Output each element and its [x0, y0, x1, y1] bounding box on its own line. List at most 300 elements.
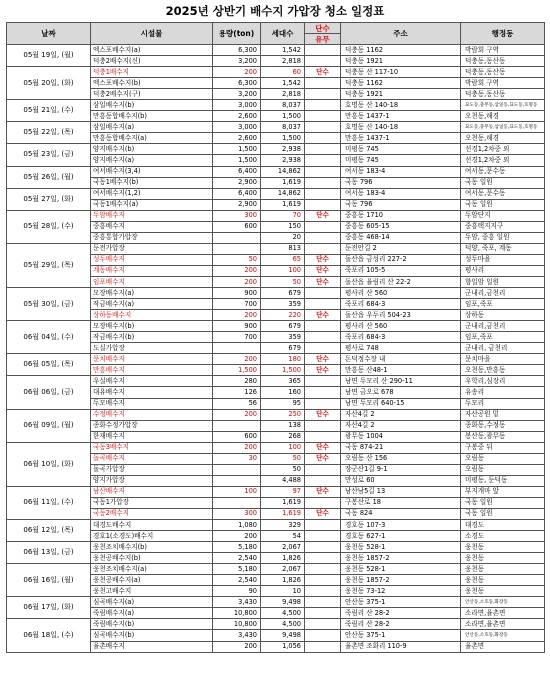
water-outage-cell: 단수	[305, 409, 341, 420]
date-cell: 06월 13일, (금)	[7, 542, 91, 564]
date-cell: 06월 16일, (월)	[7, 564, 91, 597]
households-cell: 4,488	[261, 475, 305, 486]
dong-cell: 대경도	[461, 520, 545, 531]
capacity-cell: 6,300	[213, 45, 261, 56]
facility-cell: 모장배수지(a)	[91, 288, 213, 299]
capacity-cell	[213, 420, 261, 431]
water-outage-cell	[305, 608, 341, 619]
facility-cell: 계동배수지	[91, 265, 213, 276]
dong-cell: 율촌면	[461, 641, 545, 652]
address-cell: 남면 두모리 640-15	[341, 398, 461, 409]
water-outage-cell: 단수	[305, 310, 341, 321]
facility-cell: 두모배수지	[91, 398, 213, 409]
dong-cell: 웅천동	[461, 564, 545, 575]
address-cell: 남면 금오로 678	[341, 387, 461, 398]
households-cell: 4,500	[261, 608, 305, 619]
dong-cell: 오천동,해경	[461, 111, 545, 122]
dong-cell: 군내리, 금천리	[461, 343, 545, 354]
dong-cell: 성두마을	[461, 254, 545, 265]
water-outage-cell	[305, 630, 341, 641]
facility-cell: 만흥배수지	[91, 365, 213, 376]
households-cell: 54	[261, 531, 305, 542]
dong-cell: 안산동,소호동,화장동	[461, 597, 545, 608]
water-outage-cell	[305, 144, 341, 155]
capacity-cell	[213, 475, 261, 486]
capacity-cell: 200	[213, 310, 261, 321]
households-cell: 180	[261, 354, 305, 365]
water-outage-cell: 단수	[305, 486, 341, 497]
households-cell: 70	[261, 210, 305, 221]
facility-cell: 덕충2배수지(구)	[91, 89, 213, 100]
water-outage-cell	[305, 199, 341, 210]
dong-cell: 두암단지	[461, 210, 545, 221]
facility-cell: 성두배수지	[91, 254, 213, 265]
households-cell: 2,818	[261, 56, 305, 67]
dong-cell: 묘도동,충무동,삼일동,묘도동,호명동	[461, 122, 545, 133]
address-cell: 여서동 183-4	[341, 188, 461, 199]
households-cell: 2,067	[261, 564, 305, 575]
water-outage-cell	[305, 56, 341, 67]
dong-cell: 덕충동,동산동	[461, 67, 545, 78]
schedule-table	[6, 22, 545, 653]
capacity-cell	[213, 232, 261, 243]
date-cell: 05월 21일, (수)	[7, 100, 91, 122]
households-cell: 250	[261, 409, 305, 420]
facility-cell: 종화수정가압장	[91, 420, 213, 431]
dong-cell: 박람회 구역	[461, 78, 545, 89]
facility-cell: 엑스포배수지(b)	[91, 78, 213, 89]
households-cell: 60	[261, 67, 305, 78]
table-row	[7, 619, 545, 630]
water-outage-cell	[305, 420, 341, 431]
capacity-cell: 1,500	[213, 365, 261, 376]
dong-cell: 상하동	[461, 310, 545, 321]
households-cell: 8,037	[261, 100, 305, 111]
facility-cell: 돌곡배수지	[91, 453, 213, 464]
dong-cell: 미평동, 둔덕동	[461, 475, 545, 486]
households-cell: 359	[261, 332, 305, 343]
households-cell: 679	[261, 288, 305, 299]
address-cell: 남면 두모리 산 290-11	[341, 376, 461, 387]
address-cell: 자산4길 2	[341, 409, 461, 420]
capacity-cell: 2,540	[213, 575, 261, 586]
address-cell: 덕충동 1162	[341, 45, 461, 56]
capacity-cell: 200	[213, 67, 261, 78]
capacity-cell: 200	[213, 442, 261, 453]
facility-cell: 만흥동합배수지(a)	[91, 133, 213, 144]
table-row	[7, 597, 545, 608]
water-outage-cell	[305, 531, 341, 542]
water-outage-cell	[305, 641, 341, 652]
households-cell: 1,542	[261, 45, 305, 56]
dong-cell: 자산공원 밑	[461, 409, 545, 420]
households-cell: 50	[261, 276, 305, 287]
address-cell: 미평동 745	[341, 144, 461, 155]
address-cell: 죽림리 산 28-2	[341, 619, 461, 630]
dong-cell: 중흥택지지구	[461, 221, 545, 232]
address-cell: 웅천동 1857-2	[341, 553, 461, 564]
facility-cell: 상하동배수지	[91, 310, 213, 321]
dong-cell: 두모리	[461, 398, 545, 409]
households-cell: 10	[261, 586, 305, 597]
facility-cell: 덕충1배수지	[91, 67, 213, 78]
facility-cell: 웅천공배수지(a)	[91, 575, 213, 586]
address-cell: 평사리 산 560	[341, 288, 461, 299]
capacity-cell: 3,430	[213, 630, 261, 641]
facility-cell: 양지가압장	[91, 475, 213, 486]
date-cell: 06월 04일, (수)	[7, 321, 91, 354]
facility-cell: 양지배수지(a)	[91, 155, 213, 166]
water-outage-cell	[305, 133, 341, 144]
address-cell: 평사리 산 560	[341, 321, 461, 332]
households-cell: 65	[261, 254, 305, 265]
facility-cell: 도실가압장	[91, 343, 213, 354]
header-water-status: 유무	[305, 34, 341, 45]
facility-cell: 문치배수지	[91, 354, 213, 365]
households-cell: 1,826	[261, 553, 305, 564]
capacity-cell: 2,900	[213, 177, 261, 188]
capacity-cell: 1,500	[213, 155, 261, 166]
address-cell: 국동 874-21	[341, 442, 461, 453]
water-outage-cell	[305, 155, 341, 166]
water-outage-cell	[305, 166, 341, 177]
table-row	[7, 442, 545, 453]
water-outage-cell	[305, 100, 341, 111]
table-row	[7, 166, 545, 177]
address-cell: 만흥동 1437-1	[341, 111, 461, 122]
address-cell: 호명동 산 140-18	[341, 100, 461, 111]
households-cell: 2,938	[261, 144, 305, 155]
capacity-cell: 56	[213, 398, 261, 409]
facility-cell: 여서배수지(3,4)	[91, 166, 213, 177]
dong-cell: 안산동,소호동,화장동	[461, 630, 545, 641]
facility-cell: 여서배수지(1,2)	[91, 188, 213, 199]
address-cell: 덕충동 1921	[341, 56, 461, 67]
address-cell: 여서동 183-4	[341, 166, 461, 177]
facility-cell: 웅천공배수지(b)	[91, 553, 213, 564]
address-cell: 중흥동 468-14	[341, 232, 461, 243]
water-outage-cell	[305, 542, 341, 553]
address-cell: 돈덕정수장 내	[341, 354, 461, 365]
table-row	[7, 376, 545, 387]
water-outage-cell: 단수	[305, 365, 341, 376]
header-dong: 행정동	[461, 23, 545, 45]
page-title: 2025년 상반기 배수지 가압장 청소 일정표	[165, 4, 385, 18]
facility-cell: 경호1(소경도)배수지	[91, 531, 213, 542]
water-outage-cell	[305, 177, 341, 188]
date-cell: 06월 09일, (월)	[7, 409, 91, 442]
address-cell: 안산동 375-1	[341, 630, 461, 641]
water-outage-cell	[305, 464, 341, 475]
address-cell: 국동 824	[341, 508, 461, 519]
water-outage-cell	[305, 243, 341, 254]
capacity-cell: 1,080	[213, 520, 261, 531]
water-outage-cell	[305, 221, 341, 232]
dong-cell: 봉산동,광무동	[461, 431, 545, 442]
dong-cell: 박람회 구역	[461, 45, 545, 56]
facility-cell: 남산배수지	[91, 486, 213, 497]
households-cell: 1,619	[261, 508, 305, 519]
capacity-cell: 3,200	[213, 89, 261, 100]
capacity-cell: 700	[213, 332, 261, 343]
households-cell: 1,056	[261, 641, 305, 652]
dong-cell: 문치마을	[461, 354, 545, 365]
facility-cell: 죽림배수지(b)	[91, 619, 213, 630]
facility-cell: 양지배수지(b)	[91, 144, 213, 155]
households-cell: 1,542	[261, 78, 305, 89]
water-outage-cell	[305, 497, 341, 508]
capacity-cell: 1,500	[213, 144, 261, 155]
table-row	[7, 409, 545, 420]
dong-cell: 두암, 중흥 일원	[461, 232, 545, 243]
water-outage-cell: 단수	[305, 508, 341, 519]
table-row	[7, 100, 545, 111]
households-cell: 4,500	[261, 619, 305, 630]
households-cell: 50	[261, 453, 305, 464]
address-cell: 국동 796	[341, 199, 461, 210]
dong-cell: 오천동,해경	[461, 133, 545, 144]
table-row	[7, 188, 545, 199]
water-outage-cell	[305, 332, 341, 343]
dong-cell: 구봉중 뒤	[461, 442, 545, 453]
date-cell: 06월 17일, (화)	[7, 597, 91, 619]
table-row	[7, 67, 545, 78]
date-cell: 06월 12일, (목)	[7, 520, 91, 542]
table-row	[7, 122, 545, 133]
households-cell: 365	[261, 376, 305, 387]
facility-cell: 국동1배수지(b)	[91, 177, 213, 188]
water-outage-cell	[305, 586, 341, 597]
capacity-cell: 300	[213, 508, 261, 519]
address-cell: 돌산읍 율림리 산 22-2	[341, 276, 461, 287]
address-cell: 죽포리 684-3	[341, 299, 461, 310]
capacity-cell: 2,900	[213, 199, 261, 210]
address-cell: 웅천동 1857-2	[341, 575, 461, 586]
header-date: 날짜	[7, 23, 91, 45]
date-cell: 05월 19일, (월)	[7, 45, 91, 67]
water-outage-cell: 단수	[305, 442, 341, 453]
dong-cell: 묘도동,충무동,삼일동,묘도동,호명동	[461, 100, 545, 111]
water-outage-cell: 단수	[305, 265, 341, 276]
schedule-body	[7, 45, 545, 653]
households-cell: 97	[261, 486, 305, 497]
header-facility: 시설물	[91, 23, 213, 45]
water-outage-cell	[305, 564, 341, 575]
capacity-cell: 900	[213, 288, 261, 299]
capacity-cell: 6,400	[213, 166, 261, 177]
water-outage-cell	[305, 321, 341, 332]
dong-cell: 웅천동	[461, 542, 545, 553]
date-cell: 06월 05일, (목)	[7, 354, 91, 376]
address-cell: 호명동 산 140-18	[341, 122, 461, 133]
dong-cell: 여서동,문수동	[461, 166, 545, 177]
table-row	[7, 144, 545, 155]
households-cell: 359	[261, 299, 305, 310]
households-cell: 2,067	[261, 542, 305, 553]
water-outage-cell	[305, 398, 341, 409]
water-outage-cell	[305, 575, 341, 586]
address-cell: 장군산1길 9-1	[341, 464, 461, 475]
date-cell: 05월 20일, (화)	[7, 67, 91, 100]
facility-cell: 모장배수지(b)	[91, 321, 213, 332]
households-cell: 160	[261, 387, 305, 398]
dong-cell: 오림동	[461, 464, 545, 475]
water-outage-cell	[305, 475, 341, 486]
capacity-cell: 6,300	[213, 78, 261, 89]
households-cell: 9,498	[261, 597, 305, 608]
households-cell: 329	[261, 520, 305, 531]
table-row	[7, 321, 545, 332]
date-cell: 06월 10일, (화)	[7, 442, 91, 486]
capacity-cell: 300	[213, 210, 261, 221]
water-outage-cell: 단수	[305, 276, 341, 287]
facility-cell: 삼일배수지(a)	[91, 122, 213, 133]
dong-cell: 소경도	[461, 531, 545, 542]
address-cell: 덕충동 1162	[341, 78, 461, 89]
dong-cell: 웅천동	[461, 575, 545, 586]
facility-cell: 웅천조치배수지(a)	[91, 564, 213, 575]
water-outage-cell: 단수	[305, 453, 341, 464]
capacity-cell: 3,200	[213, 56, 261, 67]
dong-cell: 국동 일원	[461, 508, 545, 519]
table-row	[7, 542, 545, 553]
capacity-cell: 280	[213, 376, 261, 387]
date-cell: 05월 28일, (수)	[7, 210, 91, 243]
dong-cell: 여서동,문수동	[461, 188, 545, 199]
households-cell: 150	[261, 221, 305, 232]
address-cell: 중흥동 1710	[341, 210, 461, 221]
capacity-cell: 126	[213, 387, 261, 398]
households-cell: 50	[261, 464, 305, 475]
water-outage-cell	[305, 431, 341, 442]
facility-cell: 죽림배수지(a)	[91, 608, 213, 619]
dong-cell: 군내리,금천리	[461, 321, 545, 332]
water-outage-cell	[305, 111, 341, 122]
households-cell: 8,037	[261, 122, 305, 133]
dong-cell: 임포,죽포	[461, 299, 545, 310]
dong-cell: 덕양, 죽포, 계동	[461, 243, 545, 254]
address-cell: 중흥동 605-15	[341, 221, 461, 232]
water-outage-cell	[305, 122, 341, 133]
capacity-cell: 100	[213, 486, 261, 497]
dong-cell: 소라면,율촌면	[461, 608, 545, 619]
capacity-cell: 200	[213, 409, 261, 420]
facility-cell: 대유배수지	[91, 387, 213, 398]
facility-cell: 만흥동합배수지(b)	[91, 111, 213, 122]
address-cell: 죽포리 105-5	[341, 265, 461, 276]
facility-cell: 엑스포배수지(a)	[91, 45, 213, 56]
facility-cell: 덕충2배수지(신)	[91, 56, 213, 67]
water-outage-cell	[305, 553, 341, 564]
capacity-cell: 10,800	[213, 619, 261, 630]
address-cell: 구봉산로 18	[341, 497, 461, 508]
dong-cell: 군내리,금천리	[461, 288, 545, 299]
households-cell: 9,498	[261, 630, 305, 641]
table-row	[7, 45, 545, 56]
water-outage-cell	[305, 376, 341, 387]
address-cell: 국동 796	[341, 177, 461, 188]
capacity-cell: 5,180	[213, 564, 261, 575]
facility-cell: 중흥배수지	[91, 221, 213, 232]
households-cell: 1,826	[261, 575, 305, 586]
water-outage-cell	[305, 232, 341, 243]
address-cell: 둔전안길 2	[341, 243, 461, 254]
address-cell: 남산남5길 13	[341, 486, 461, 497]
water-outage-cell: 단수	[305, 210, 341, 221]
header-capacity: 용량(ton)	[213, 23, 261, 45]
dong-cell: 소라면,율촌면	[461, 619, 545, 630]
address-cell: 죽포리 684-3	[341, 332, 461, 343]
table-row	[7, 486, 545, 497]
table-row	[7, 354, 545, 365]
capacity-cell	[213, 497, 261, 508]
facility-cell: 심곡배수지(b)	[91, 630, 213, 641]
capacity-cell: 2,540	[213, 553, 261, 564]
capacity-cell: 200	[213, 641, 261, 652]
capacity-cell: 10,800	[213, 608, 261, 619]
address-cell: 죽림리 산 28-2	[341, 608, 461, 619]
capacity-cell: 5,180	[213, 542, 261, 553]
capacity-cell: 200	[213, 265, 261, 276]
dong-cell: 덕충동,동산동	[461, 89, 545, 100]
capacity-cell: 50	[213, 254, 261, 265]
households-cell: 2,938	[261, 155, 305, 166]
capacity-cell: 200	[213, 531, 261, 542]
households-cell: 679	[261, 321, 305, 332]
facility-cell: 국동3배수지	[91, 442, 213, 453]
dong-cell: 종화동,수정동	[461, 420, 545, 431]
facility-cell: 삼일배수지(b)	[91, 100, 213, 111]
water-outage-cell: 단수	[305, 354, 341, 365]
water-outage-cell	[305, 597, 341, 608]
address-cell: 율촌면 조화리 110-9	[341, 641, 461, 652]
address-cell: 만성로 60	[341, 475, 461, 486]
households-cell: 20	[261, 232, 305, 243]
households-cell: 2,818	[261, 89, 305, 100]
date-cell: 05월 30일, (금)	[7, 288, 91, 321]
date-cell: 06월 11일, (수)	[7, 486, 91, 519]
header-water-outage: 단수	[305, 23, 341, 34]
water-outage-cell	[305, 288, 341, 299]
capacity-cell: 200	[213, 354, 261, 365]
dong-cell: 선경1,2차중 외	[461, 155, 545, 166]
address-cell: 평사로 748	[341, 343, 461, 354]
households-cell: 679	[261, 343, 305, 354]
households-cell: 1,500	[261, 111, 305, 122]
table-row	[7, 288, 545, 299]
dong-cell: 우학리,심장리	[461, 376, 545, 387]
address-cell: 웅천동 73-12	[341, 586, 461, 597]
households-cell: 1,619	[261, 177, 305, 188]
water-outage-cell	[305, 520, 341, 531]
facility-cell: 두암배수지	[91, 210, 213, 221]
water-outage-cell	[305, 619, 341, 630]
address-cell: 덕충동 산 117-10	[341, 67, 461, 78]
facility-cell: 우실배수지	[91, 376, 213, 387]
address-cell: 안산동 375-1	[341, 597, 461, 608]
households-cell: 100	[261, 442, 305, 453]
dong-cell: 웅천동	[461, 553, 545, 564]
address-cell: 돌산읍 우두리 504-23	[341, 310, 461, 321]
capacity-cell: 90	[213, 586, 261, 597]
dong-cell: 덕충동,동산동	[461, 56, 545, 67]
date-cell: 05월 22일, (목)	[7, 122, 91, 144]
address-cell: 만흥동 1437-1	[341, 133, 461, 144]
facility-cell: 수정배수지	[91, 409, 213, 420]
address-cell: 덕충동 1921	[341, 89, 461, 100]
facility-cell: 웅천고배수지	[91, 586, 213, 597]
date-cell: 05월 29일, (목)	[7, 243, 91, 287]
